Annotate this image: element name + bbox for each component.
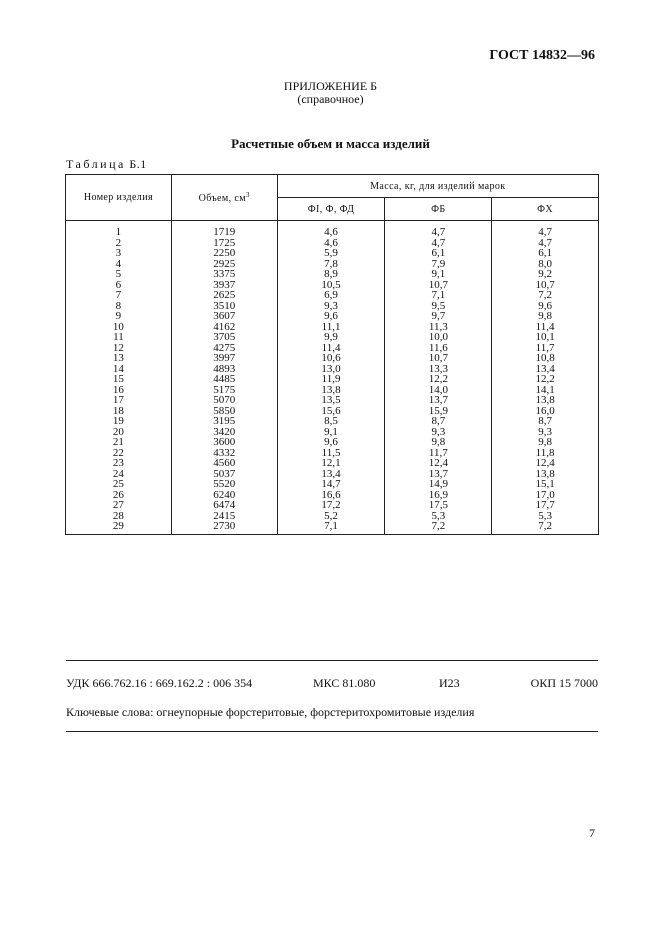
table-header xyxy=(66,175,599,221)
cell-mass-fx: 17,0 xyxy=(492,490,599,501)
index-code: И23 xyxy=(439,676,460,690)
cell-mass-fb: 9,3 xyxy=(385,427,492,438)
cell-volume: 2925 xyxy=(171,259,277,270)
cell-number: 7 xyxy=(66,290,172,301)
cell-mass-fb: 9,7 xyxy=(385,311,492,322)
table-row xyxy=(66,500,599,511)
cell-mass-f1: 8,9 xyxy=(277,269,385,280)
cell-number: 28 xyxy=(66,511,172,522)
cell-mass-fb: 4,7 xyxy=(385,221,492,238)
cell-mass-fb: 10,7 xyxy=(385,280,492,291)
cell-mass-fx: 9,8 xyxy=(492,437,599,448)
cell-number: 13 xyxy=(66,353,172,364)
cell-number: 18 xyxy=(66,406,172,417)
table-caption-word: Таблица xyxy=(66,157,126,171)
cell-mass-fx: 14,1 xyxy=(492,385,599,396)
cell-number: 14 xyxy=(66,364,172,375)
cell-number: 11 xyxy=(66,332,172,343)
cell-mass-fb: 13,7 xyxy=(385,395,492,406)
table-row xyxy=(66,395,599,406)
cell-mass-f1: 15,6 xyxy=(277,406,385,417)
cell-mass-f1: 5,9 xyxy=(277,248,385,259)
table-row xyxy=(66,479,599,490)
cell-mass-fb: 9,1 xyxy=(385,269,492,280)
cell-number: 10 xyxy=(66,322,172,333)
cell-mass-fb: 8,7 xyxy=(385,416,492,427)
cell-volume: 3420 xyxy=(171,427,277,438)
page-title: Расчетные объем и масса изделий xyxy=(231,136,430,151)
cell-mass-fb: 7,1 xyxy=(385,290,492,301)
cell-mass-f1: 10,6 xyxy=(277,353,385,364)
cell-mass-fb: 9,5 xyxy=(385,301,492,312)
cell-number: 25 xyxy=(66,479,172,490)
cell-mass-f1: 9,3 xyxy=(277,301,385,312)
cell-mass-fx: 17,7 xyxy=(492,500,599,511)
cell-volume: 3510 xyxy=(171,301,277,312)
cell-volume: 3600 xyxy=(171,437,277,448)
cell-mass-fb: 12,4 xyxy=(385,458,492,469)
cell-mass-fb: 17,5 xyxy=(385,500,492,511)
cell-number: 21 xyxy=(66,437,172,448)
cell-number: 26 xyxy=(66,490,172,501)
cell-mass-fx: 7,2 xyxy=(492,521,599,534)
cell-mass-f1: 14,7 xyxy=(277,479,385,490)
cell-mass-f1: 17,2 xyxy=(277,500,385,511)
table-row xyxy=(66,416,599,427)
cell-mass-f1: 11,1 xyxy=(277,322,385,333)
cell-mass-fx: 7,2 xyxy=(492,290,599,301)
cell-mass-fb: 7,9 xyxy=(385,259,492,270)
cell-mass-fx: 8,7 xyxy=(492,416,599,427)
header-volume xyxy=(171,175,277,221)
cell-mass-f1: 4,6 xyxy=(277,221,385,238)
mks-code: МКС 81.080 xyxy=(313,676,376,690)
cell-number: 23 xyxy=(66,458,172,469)
cell-volume: 4560 xyxy=(171,458,277,469)
cell-number: 4 xyxy=(66,259,172,270)
cell-mass-fb: 6,1 xyxy=(385,248,492,259)
cell-volume: 3195 xyxy=(171,416,277,427)
cell-volume: 5175 xyxy=(171,385,277,396)
cell-volume: 1725 xyxy=(171,238,277,249)
cell-mass-f1: 4,6 xyxy=(277,238,385,249)
cell-mass-f1: 13,4 xyxy=(277,469,385,480)
cell-mass-fx: 11,7 xyxy=(492,343,599,354)
cell-mass-fx: 12,2 xyxy=(492,374,599,385)
cell-number: 22 xyxy=(66,448,172,459)
cell-number: 20 xyxy=(66,427,172,438)
cell-mass-fb: 11,3 xyxy=(385,322,492,333)
cell-number: 1 xyxy=(66,221,172,238)
cell-volume: 2415 xyxy=(171,511,277,522)
table-row xyxy=(66,374,599,385)
cell-number: 12 xyxy=(66,343,172,354)
table-row xyxy=(66,521,599,534)
cell-mass-f1: 11,4 xyxy=(277,343,385,354)
cell-mass-fx: 11,8 xyxy=(492,448,599,459)
cell-number: 6 xyxy=(66,280,172,291)
cell-number: 2 xyxy=(66,238,172,249)
table-row xyxy=(66,269,599,280)
cell-volume: 4162 xyxy=(171,322,277,333)
cell-mass-fb: 11,7 xyxy=(385,448,492,459)
cell-mass-fx: 9,6 xyxy=(492,301,599,312)
okp-code: ОКП 15 7000 xyxy=(530,676,598,690)
cell-number: 19 xyxy=(66,416,172,427)
cell-mass-fx: 13,8 xyxy=(492,469,599,480)
cell-mass-fb: 10,7 xyxy=(385,353,492,364)
cell-mass-fx: 9,3 xyxy=(492,427,599,438)
table-row xyxy=(66,458,599,469)
table-row xyxy=(66,248,599,259)
cell-number: 24 xyxy=(66,469,172,480)
table-row xyxy=(66,290,599,301)
cell-mass-fx: 8,0 xyxy=(492,259,599,270)
cell-mass-fx: 13,8 xyxy=(492,395,599,406)
product-table xyxy=(65,174,599,535)
cell-mass-fx: 4,7 xyxy=(492,221,599,238)
appendix-title: ПРИЛОЖЕНИЕ Б xyxy=(283,79,378,93)
cell-volume: 3705 xyxy=(171,332,277,343)
cell-mass-fb: 4,7 xyxy=(385,238,492,249)
header-grade-f1: ФI, Ф, ФД xyxy=(277,198,385,221)
cell-mass-fx: 10,7 xyxy=(492,280,599,291)
cell-mass-fb: 15,9 xyxy=(385,406,492,417)
appendix-heading xyxy=(0,80,661,106)
cell-volume: 5037 xyxy=(171,469,277,480)
cell-mass-f1: 9,6 xyxy=(277,311,385,322)
cell-mass-fb: 16,9 xyxy=(385,490,492,501)
cell-mass-f1: 6,9 xyxy=(277,290,385,301)
cell-mass-fb: 7,2 xyxy=(385,521,492,534)
cell-mass-f1: 11,9 xyxy=(277,374,385,385)
cell-mass-f1: 13,5 xyxy=(277,395,385,406)
cell-mass-fx: 5,3 xyxy=(492,511,599,522)
header-volume-exponent: 3 xyxy=(245,191,250,199)
cell-volume: 2250 xyxy=(171,248,277,259)
header-number: Номер изделия xyxy=(66,175,172,221)
cell-mass-f1: 5,2 xyxy=(277,511,385,522)
cell-mass-f1: 7,1 xyxy=(277,521,385,534)
page-number: 7 xyxy=(589,826,595,840)
cell-volume: 3997 xyxy=(171,353,277,364)
cell-volume: 5850 xyxy=(171,406,277,417)
cell-number: 29 xyxy=(66,521,172,534)
cell-volume: 3607 xyxy=(171,311,277,322)
cell-volume: 2625 xyxy=(171,290,277,301)
cell-mass-f1: 9,1 xyxy=(277,427,385,438)
table-caption xyxy=(66,157,147,172)
cell-volume: 2730 xyxy=(171,521,277,534)
cell-mass-fx: 6,1 xyxy=(492,248,599,259)
table-row xyxy=(66,221,599,238)
cell-mass-fx: 9,8 xyxy=(492,311,599,322)
cell-mass-f1: 16,6 xyxy=(277,490,385,501)
cell-mass-f1: 7,8 xyxy=(277,259,385,270)
cell-mass-f1: 13,8 xyxy=(277,385,385,396)
cell-volume: 4332 xyxy=(171,448,277,459)
cell-mass-f1: 12,1 xyxy=(277,458,385,469)
cell-number: 16 xyxy=(66,385,172,396)
cell-mass-f1: 10,5 xyxy=(277,280,385,291)
cell-mass-fb: 10,0 xyxy=(385,332,492,343)
table-body xyxy=(66,221,599,535)
cell-mass-fx: 9,2 xyxy=(492,269,599,280)
cell-volume: 1719 xyxy=(171,221,277,238)
cell-volume: 4893 xyxy=(171,364,277,375)
cell-mass-f1: 9,6 xyxy=(277,437,385,448)
cell-volume: 4485 xyxy=(171,374,277,385)
cell-number: 17 xyxy=(66,395,172,406)
cell-mass-fb: 11,6 xyxy=(385,343,492,354)
cell-mass-f1: 9,9 xyxy=(277,332,385,343)
cell-number: 15 xyxy=(66,374,172,385)
cell-volume: 5070 xyxy=(171,395,277,406)
header-grade-fx: ФХ xyxy=(492,198,599,221)
header-volume-label: Объем, см xyxy=(198,193,246,204)
table-row xyxy=(66,332,599,343)
footer-top-rule xyxy=(66,660,598,661)
cell-volume: 3937 xyxy=(171,280,277,291)
cell-volume: 4275 xyxy=(171,343,277,354)
cell-mass-f1: 8,5 xyxy=(277,416,385,427)
cell-mass-fb: 5,3 xyxy=(385,511,492,522)
appendix-subtitle: (справочное) xyxy=(297,92,364,106)
table-row xyxy=(66,311,599,322)
cell-volume: 5520 xyxy=(171,479,277,490)
cell-mass-f1: 11,5 xyxy=(277,448,385,459)
cell-mass-fx: 10,8 xyxy=(492,353,599,364)
cell-mass-fx: 10,1 xyxy=(492,332,599,343)
cell-number: 5 xyxy=(66,269,172,280)
cell-mass-fx: 16,0 xyxy=(492,406,599,417)
cell-mass-fb: 14,0 xyxy=(385,385,492,396)
header-mass-group: Масса, кг, для изделий марок xyxy=(277,175,598,198)
cell-mass-fx: 11,4 xyxy=(492,322,599,333)
cell-mass-fb: 12,2 xyxy=(385,374,492,385)
udk-code: УДК 666.762.16 : 669.162.2 : 006 354 xyxy=(66,676,253,690)
header-grade-fb: ФБ xyxy=(385,198,492,221)
cell-mass-fx: 4,7 xyxy=(492,238,599,249)
cell-number: 27 xyxy=(66,500,172,511)
cell-number: 9 xyxy=(66,311,172,322)
cell-volume: 3375 xyxy=(171,269,277,280)
table-caption-number: Б.1 xyxy=(129,157,147,171)
table-row xyxy=(66,437,599,448)
footer-bottom-rule xyxy=(66,731,598,732)
cell-mass-f1: 13,0 xyxy=(277,364,385,375)
cell-mass-fb: 14,9 xyxy=(385,479,492,490)
cell-volume: 6240 xyxy=(171,490,277,501)
cell-volume: 6474 xyxy=(171,500,277,511)
keywords: Ключевые слова: огнеупорные форстеритовые, форстеритохромитовые изделия xyxy=(66,705,475,719)
cell-mass-fb: 13,3 xyxy=(385,364,492,375)
cell-mass-fx: 12,4 xyxy=(492,458,599,469)
cell-number: 8 xyxy=(66,301,172,312)
cell-mass-fb: 9,8 xyxy=(385,437,492,448)
cell-mass-fx: 15,1 xyxy=(492,479,599,490)
table-row xyxy=(66,353,599,364)
cell-mass-fb: 13,7 xyxy=(385,469,492,480)
standard-number: ГОСТ 14832—96 xyxy=(489,48,595,63)
cell-number: 3 xyxy=(66,248,172,259)
cell-mass-fx: 13,4 xyxy=(492,364,599,375)
